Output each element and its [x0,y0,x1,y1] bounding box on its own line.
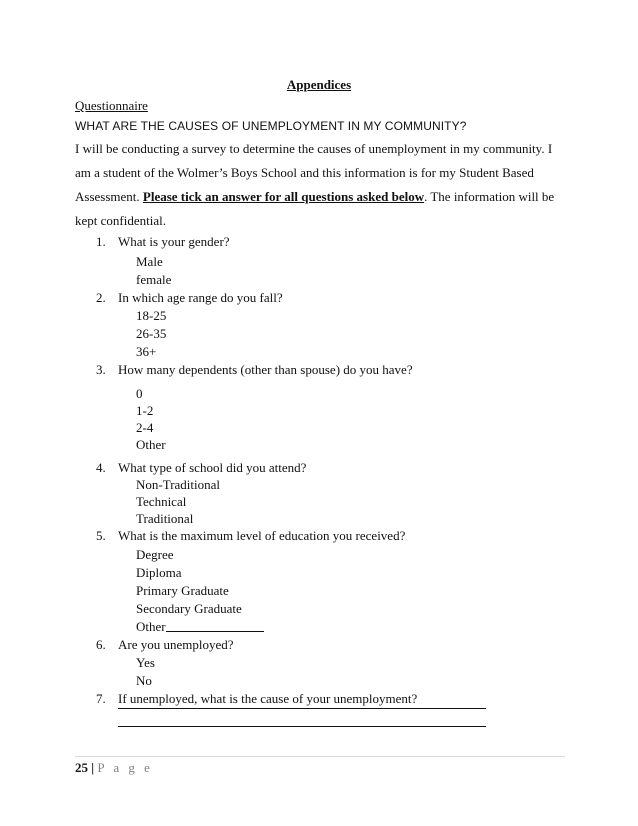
checkbox-icon[interactable] [118,674,128,684]
checkbox-icon[interactable] [118,620,128,630]
question-number: 1. [96,234,106,249]
checkbox-icon[interactable] [118,512,128,522]
option-label: Yes [136,655,155,670]
checkbox-icon[interactable] [118,478,128,488]
checkbox-icon[interactable] [118,584,128,594]
option-yes[interactable] [118,655,155,671]
intro-text: I will be conducting a survey to determine the causes of unemployment in my community. I am a student of the Wolmer’s Boys School and this information is for my Student Based Assessment. [75,141,553,204]
question-4 [96,460,306,476]
section-label: Questionnaire [75,98,148,113]
option-male[interactable] [118,254,163,270]
checkbox-icon[interactable] [118,566,128,576]
question-number: 3. [96,362,106,377]
option-other-education[interactable] [118,619,264,635]
checkbox-icon[interactable] [118,387,128,397]
option-label: 2-4 [136,420,154,435]
option-label: Other [136,619,166,634]
question-number: 7. [96,691,106,706]
option-diploma[interactable] [118,565,182,581]
intro-text-end: . The information will be kept confidential. [75,189,555,228]
checkbox-icon[interactable] [118,656,128,666]
question-2 [96,290,283,306]
question-6 [96,637,234,653]
checkbox-icon[interactable] [118,438,128,448]
other-fill-in-line[interactable] [166,620,264,632]
intro-paragraph [75,137,570,233]
option-label: Degree [136,547,174,562]
option-label: No [136,673,152,688]
option-female[interactable] [118,272,171,288]
option-traditional[interactable] [118,511,193,527]
question-text: What is the maximum level of education you received? [118,528,406,543]
answer-line-2[interactable] [118,726,486,727]
checkbox-icon[interactable] [118,255,128,265]
question-text: In which age range do you fall? [118,290,283,305]
answer-line-1[interactable] [118,708,486,709]
question-number: 6. [96,637,106,652]
option-other-dependents[interactable] [118,437,166,453]
option-non-traditional[interactable] [118,477,220,493]
option-label: 18-25 [136,308,167,323]
option-36-plus[interactable] [118,344,156,360]
question-number: 5. [96,528,106,543]
question-text: If unemployed, what is the cause of your unemployment? [118,691,418,706]
footer-divider [75,756,565,757]
footer-separator: | [88,760,98,775]
option-2-4[interactable] [118,420,153,436]
option-label: Traditional [136,511,194,526]
option-label: Male [136,254,163,269]
question-3 [96,362,413,378]
option-label: Secondary Graduate [136,601,242,616]
option-label: female [136,272,172,287]
option-label: Primary Graduate [136,583,229,598]
checkbox-icon[interactable] [118,421,128,431]
option-18-25[interactable] [118,308,166,324]
option-degree[interactable] [118,547,174,563]
page-footer [75,760,153,776]
option-label: 26-35 [136,326,167,341]
checkbox-icon[interactable] [118,495,128,505]
option-label: 0 [136,386,143,401]
question-5 [96,528,405,544]
option-label: 36+ [136,344,157,359]
checkbox-icon[interactable] [118,273,128,283]
option-label: Diploma [136,565,182,580]
option-label: Technical [136,494,187,509]
question-text: Are you unemployed? [118,637,234,652]
page-number: 25 [75,760,88,775]
page-heading: Appendices [286,77,352,92]
option-1-2[interactable] [118,403,153,419]
option-primary-graduate[interactable] [118,583,229,599]
option-label: 1-2 [136,403,154,418]
question-number: 4. [96,460,106,475]
question-7 [96,691,417,707]
option-label: Other [136,437,166,452]
question-1 [96,234,230,250]
option-0[interactable] [118,386,143,402]
option-label: Non-Traditional [136,477,221,492]
checkbox-icon[interactable] [118,602,128,612]
checkbox-icon[interactable] [118,548,128,558]
question-number: 2. [96,290,106,305]
checkbox-icon[interactable] [118,404,128,414]
page-label: P a g e [97,760,153,775]
survey-title: WHAT ARE THE CAUSES OF UNEMPLOYMENT IN MY COMMUNITY? [75,119,467,133]
option-no[interactable] [118,673,152,689]
checkbox-icon[interactable] [118,327,128,337]
instruction-text: Please tick an answer for all questions asked below [142,189,425,204]
checkbox-icon[interactable] [118,309,128,319]
question-text: What type of school did you attend? [118,460,307,475]
question-text: How many dependents (other than spouse) do you have? [118,362,413,377]
option-secondary-graduate[interactable] [118,601,242,617]
option-technical[interactable] [118,494,186,510]
option-26-35[interactable] [118,326,166,342]
checkbox-icon[interactable] [118,345,128,355]
question-text: What is your gender? [118,234,230,249]
